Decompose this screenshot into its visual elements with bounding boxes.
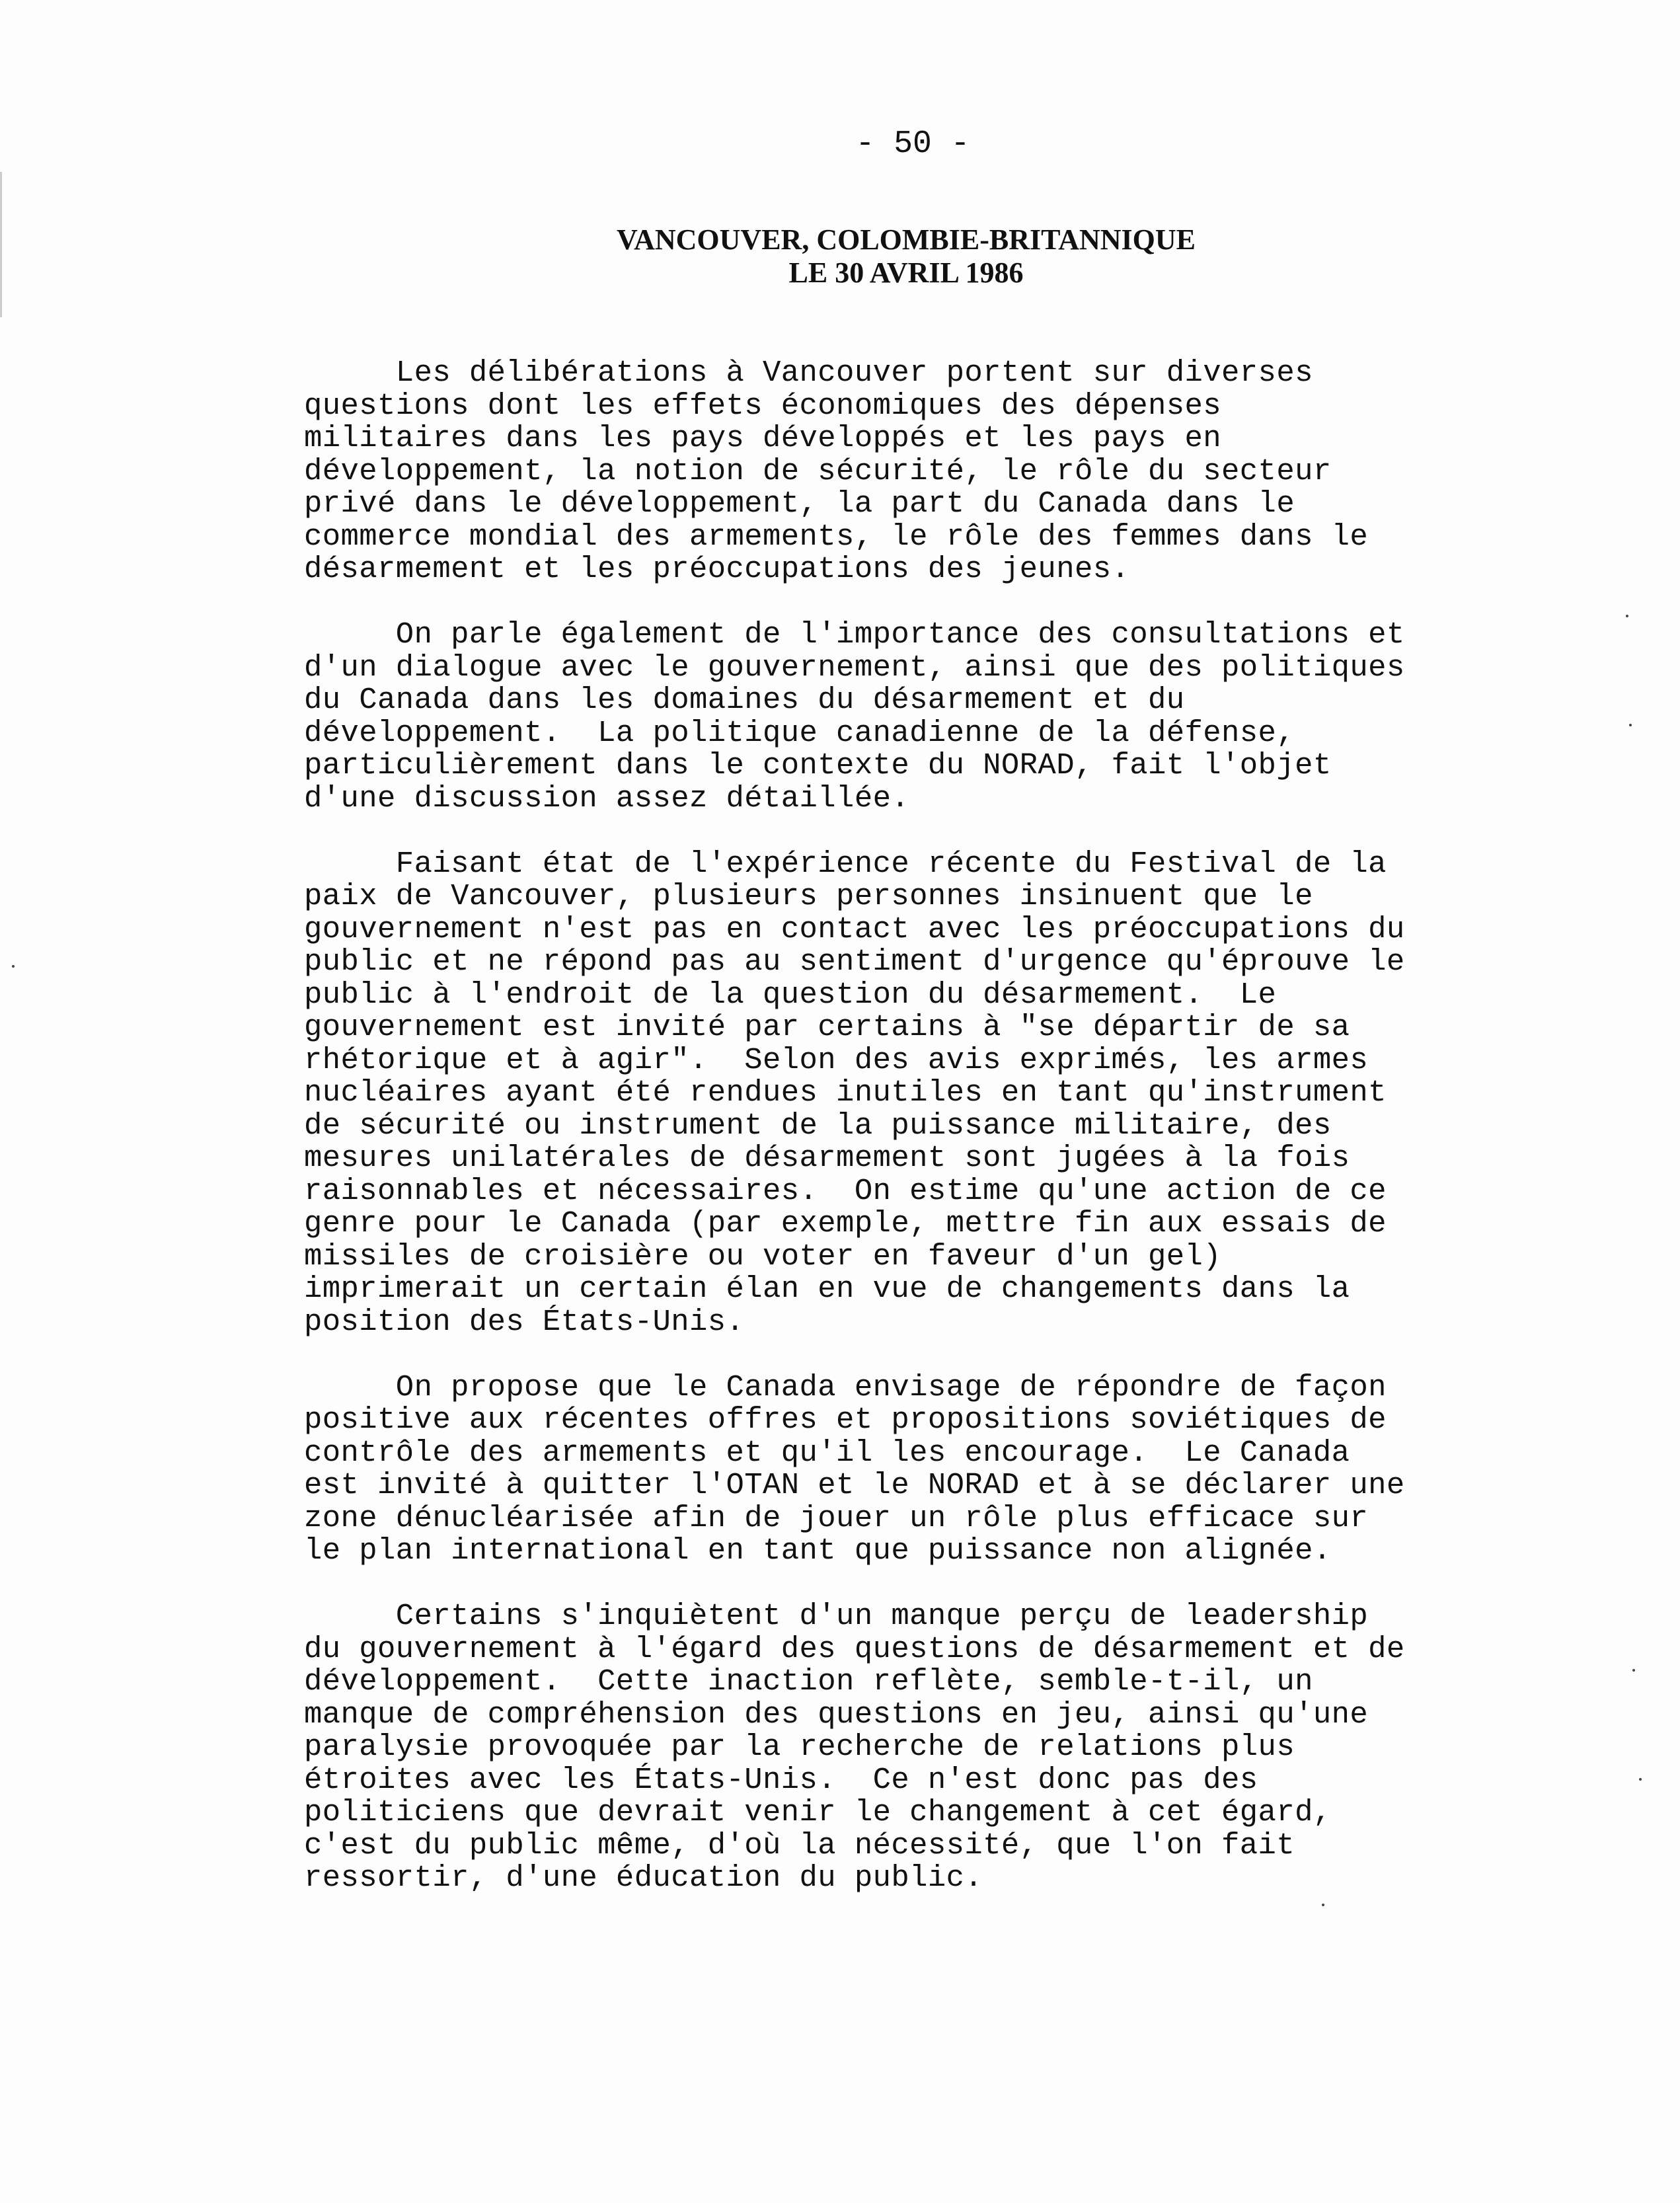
paragraph: [304, 848, 1507, 1339]
text-line: missiles de croisière ou voter en faveur d'un gel): [304, 1239, 1222, 1274]
text-line: développement. Cette inaction reflète, semble-t-il, un: [304, 1664, 1313, 1699]
text-line: paix de Vancouver, plusieurs personnes insinuent que le: [304, 879, 1313, 913]
paragraph: [304, 1372, 1507, 1568]
text-line: position des États-Unis.: [304, 1304, 745, 1339]
scan-speck: [1632, 1669, 1635, 1672]
text-line: ressortir, d'une éducation du public.: [304, 1861, 983, 1895]
scan-speck: [1626, 615, 1628, 617]
text-line: privé dans le développement, la part du Canada dans le: [304, 486, 1295, 521]
paragraph: [304, 619, 1507, 815]
body-text: [304, 357, 1507, 1927]
text-line: Certains s'inquiètent d'un manque perçu de leadership: [304, 1599, 1369, 1633]
text-line: positive aux récentes offres et propositions soviétiques de: [304, 1403, 1387, 1437]
text-line: d'un dialogue avec le gouvernement, ainsi que des politiques: [304, 650, 1405, 685]
text-line: nucléaires ayant été rendues inutiles en tant qu'instrument: [304, 1075, 1387, 1110]
text-line: Les délibérations à Vancouver portent sur diverses: [304, 356, 1313, 390]
text-line: du gouvernement à l'égard des questions de désarmement et de: [304, 1631, 1405, 1666]
heading-date: LE 30 AVRIL 1986: [788, 256, 1024, 289]
heading-location: VANCOUVER, COLOMBIE-BRITANNIQUE: [616, 223, 1196, 256]
text-line: On parle également de l'importance des consultations et: [304, 617, 1405, 652]
text-line: Faisant état de l'expérience récente du Festival de la: [304, 846, 1387, 881]
scan-speck: [12, 965, 15, 968]
text-line: public et ne répond pas au sentiment d'urgence qu'éprouve le: [304, 945, 1405, 979]
text-line: désarmement et les préoccupations des jeunes.: [304, 552, 1130, 586]
scan-speck: [1629, 724, 1632, 726]
text-line: étroites avec les États-Unis. Ce n'est donc pas des: [304, 1762, 1258, 1797]
text-line: contrôle des armements et qu'il les encourage. Le Canada: [304, 1435, 1350, 1470]
paragraph: [304, 357, 1507, 586]
scan-speck: [1322, 1904, 1324, 1906]
text-line: imprimerait un certain élan en vue de changements dans la: [304, 1272, 1350, 1306]
text-line: est invité à quitter l'OTAN et le NORAD et à se déclarer une: [304, 1468, 1405, 1502]
text-line: c'est du public même, d'où la nécessité, que l'on fait: [304, 1828, 1295, 1863]
text-line: gouvernement est invité par certains à "se départir de sa: [304, 1010, 1350, 1044]
section-heading: [0, 223, 1680, 290]
text-line: rhétorique et à agir". Selon des avis exprimés, les armes: [304, 1042, 1369, 1077]
text-line: militaires dans les pays développés et les pays en: [304, 421, 1222, 455]
text-line: du Canada dans les domaines du désarmement et du: [304, 683, 1185, 717]
text-line: le plan international en tant que puissance non alignée.: [304, 1533, 1332, 1568]
text-line: questions dont les effets économiques des dépenses: [304, 388, 1222, 423]
text-line: zone dénucléarisée afin de jouer un rôle plus efficace sur: [304, 1500, 1369, 1535]
text-line: genre pour le Canada (par exemple, mettre fin aux essais de: [304, 1206, 1387, 1241]
text-line: public à l'endroit de la question du désarmement. Le: [304, 977, 1277, 1012]
text-line: d'une discussion assez détaillée.: [304, 781, 910, 816]
text-line: On propose que le Canada envisage de répondre de façon: [304, 1370, 1387, 1405]
text-line: gouvernement n'est pas en contact avec les préoccupations du: [304, 911, 1405, 947]
text-line: particulièrement dans le contexte du NORAD, fait l'objet: [304, 748, 1332, 783]
page-number: - 50 -: [855, 126, 970, 162]
text-line: commerce mondial des armements, le rôle des femmes dans le: [304, 519, 1369, 554]
text-line: développement. La politique canadienne de la défense,: [304, 715, 1295, 750]
text-line: mesures unilatérales de désarmement sont jugées à la fois: [304, 1141, 1350, 1175]
paragraph: [304, 1600, 1507, 1895]
text-line: manque de compréhension des questions en jeu, ainsi qu'une: [304, 1697, 1369, 1732]
scan-speck: [1639, 1778, 1642, 1781]
text-line: développement, la notion de sécurité, le rôle du secteur: [304, 453, 1332, 488]
text-line: paralysie provoquée par la recherche de relations plus: [304, 1730, 1295, 1764]
text-line: de sécurité ou instrument de la puissance militaire, des: [304, 1108, 1332, 1143]
text-line: politiciens que devrait venir le changement à cet égard,: [304, 1795, 1332, 1830]
text-line: raisonnables et nécessaires. On estime qu'une action de ce: [304, 1173, 1387, 1208]
